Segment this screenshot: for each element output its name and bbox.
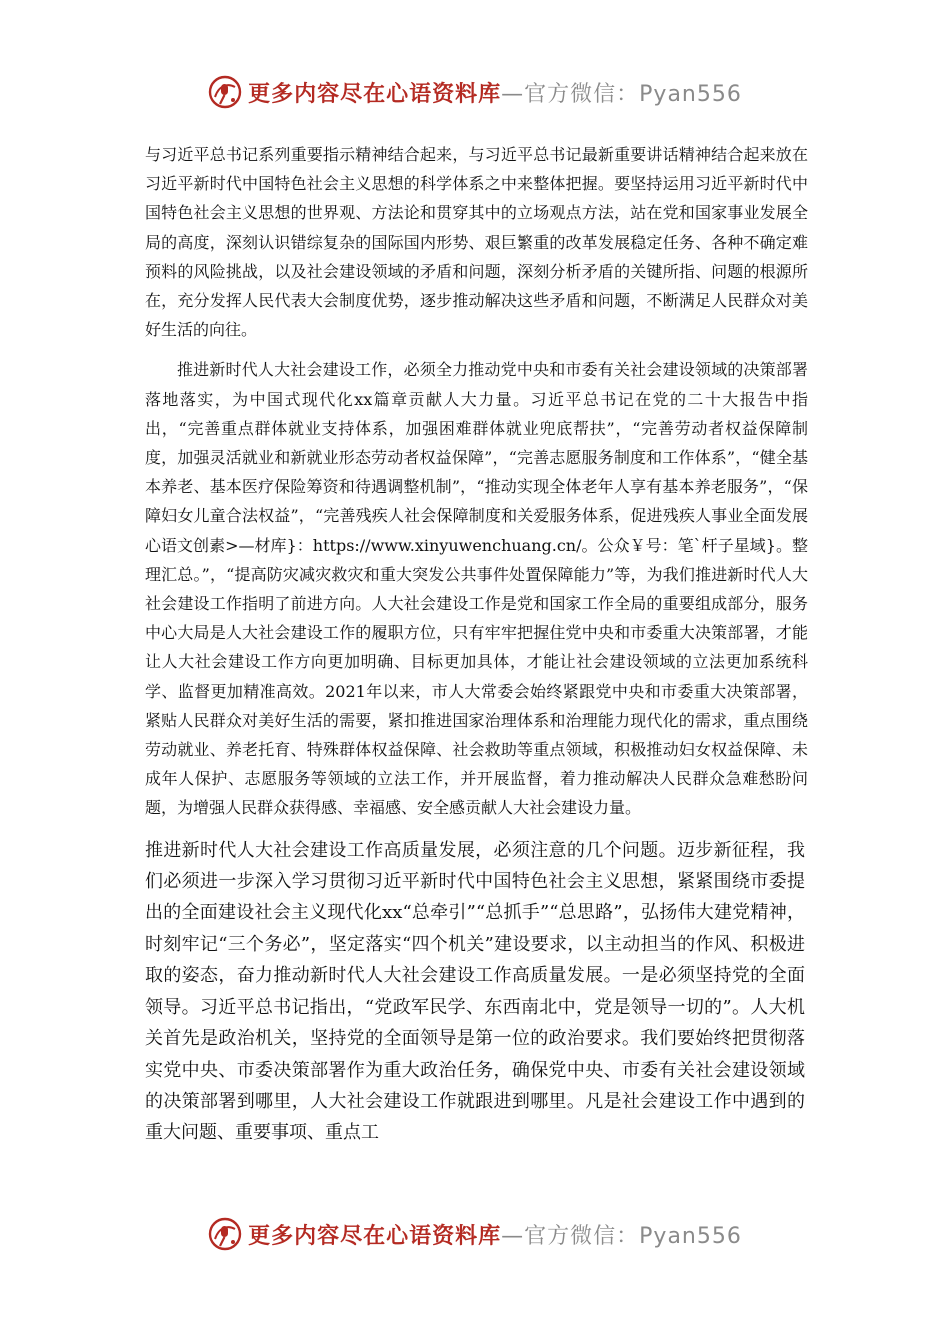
header-banner [0,72,950,112]
paragraph-2: 推进新时代人大社会建设工作，必须全力推动党中央和市委有关社会建设领域的决策部署落地落实，为中国式现代化xx篇章贡献人大力量。习近平总书记在党的二十大报告中指出，“完善重点群体就业支持体系，加强困难群体就业兜底帮扶”，“完善劳动者权益保障制度，加强灵活就业和新就业形态劳动者权益保障”，“完善志愿服务制度和工作体系”，“健全基本养老、基本医疗保险筹资和待遇调整机制”，“推动实现全体老年人享有基本养老服务”，“保障妇女儿童合法权益”，“完善残疾人社会保障制度和关爱服务体系，促进残疾人事业全面发展心语文创素>—材库}：https://www.xinyuwenchuang.cn/。公众￥号：笔`杆子星域}。整理汇总。”，“提高防灾减灾救灾和重大突发公共事件处置保障能力”等，为我们推进新时代人大社会建设工作指明了前进方向。人大社会建设工作是党和国家工作全局的重要组成部分，服务中心大局是人大社会建设工作的履职方位，只有牢牢把握住党中央和市委重大决策部署，才能让人大社会建设工作方向更加明确、目标更加具体，才能让社会建设领域的立法更加系统科学、监督更加精准高效。2021年以来，市人大常委会始终紧跟党中央和市委重大决策部署，紧贴人民群众对美好生活的需要，紧扣推进国家治理体系和治理能力现代化的需求，重点围绕劳动就业、养老托育、特殊群体权益保障、社会救助等重点领域，积极推动妇女权益保障、未成年人保护、志愿服务等领域的立法工作，并开展监督，着力推动解决人民群众急难愁盼问题，为增强人民群众获得感、幸福感、安全感贡献人大社会建设力量。 [145,360,808,818]
footer-banner [0,1214,950,1254]
mic-logo-icon [208,1217,242,1251]
document-body [145,140,808,1149]
banner-grey-text: —官方微信：Pyan556 [501,1223,742,1249]
banner-text [248,1219,742,1250]
banner-red-text: 更多内容尽在心语资料库 [248,81,502,107]
banner-red-text: 更多内容尽在心语资料库 [248,1223,502,1249]
footer-banner-inner [208,1217,742,1251]
mic-logo-icon [208,75,242,109]
header-banner-inner [208,75,742,109]
banner-grey-text: —官方微信：Pyan556 [501,81,742,107]
paragraph-3: 推进新时代人大社会建设工作高质量发展，必须注意的几个问题。迈步新征程，我们必须进一步深入学习贯彻习近平新时代中国特色社会主义思想，紧紧围绕市委提出的全面建设社会主义现代化xx“总牵引”“总抓手”“总思路”，弘扬伟大建党精神，时刻牢记“三个务必”，坚定落实“四个机关”建设要求，以主动担当的作风、积极进取的姿态，奋力推动新时代人大社会建设工作高质量发展。一是必须坚持党的全面领导。习近平总书记指出，“党政军民学、东西南北中，党是领导一切的”。人大机关首先是政治机关，坚持党的全面领导是第一位的政治要求。我们要始终把贯彻落实党中央、市委决策部署作为重大政治任务，确保党中央、市委有关社会建设领域的决策部署到哪里，人大社会建设工作就跟进到哪里。凡是社会建设工作中遇到的重大问题、重要事项、重点工 [145,839,805,1144]
paragraph-1: 与习近平总书记系列重要指示精神结合起来，与习近平总书记最新重要讲话精神结合起来放在习近平新时代中国特色社会主义思想的科学体系之中来整体把握。要坚持运用习近平新时代中国特色社会主义思想的世界观、方法论和贯穿其中的立场观点方法，站在党和国家事业发展全局的高度，深刻认识错综复杂的国际国内形势、艰巨繁重的改革发展稳定任务、各种不确定难预料的风险挑战，以及社会建设领域的矛盾和问题，深刻分析矛盾的关键所指、问题的根源所在，充分发挥人民代表大会制度优势，逐步推动解决这些矛盾和问题，不断满足人民群众对美好生活的向往。 [145,145,808,340]
banner-text [248,77,742,108]
